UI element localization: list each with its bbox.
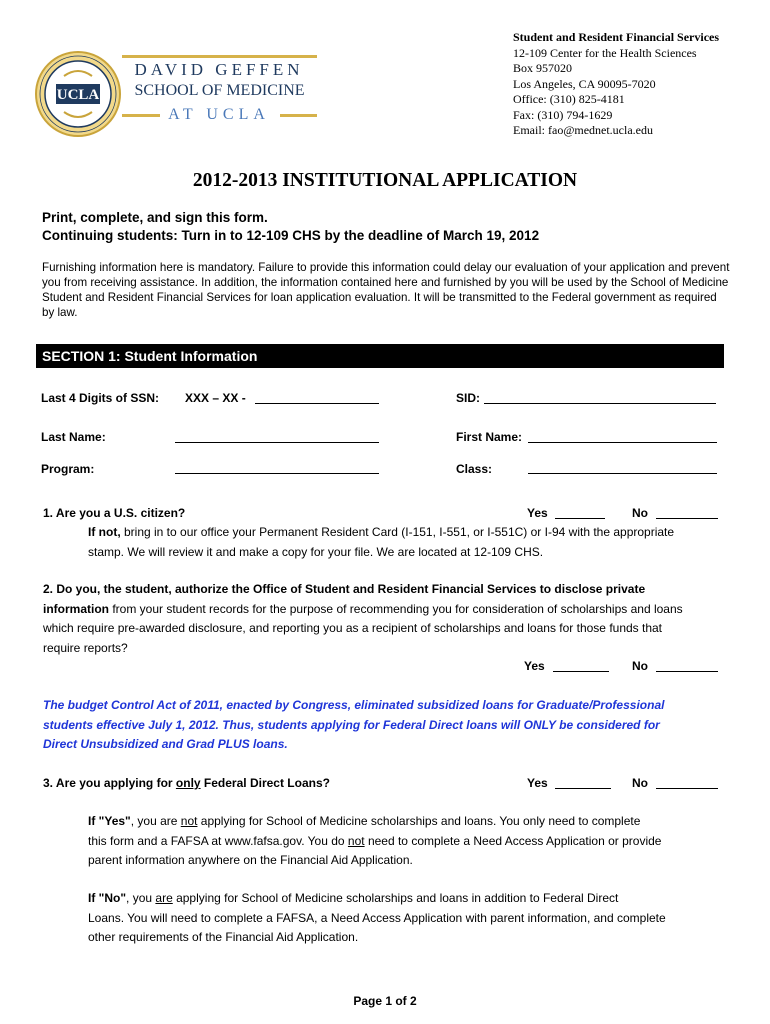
first-name-input[interactable] (528, 442, 717, 443)
program-label: Program: (41, 462, 95, 476)
q2-line-4: require reports? (43, 640, 128, 655)
budget-notice-line-1: The budget Control Act of 2011, enacted by Congress, eliminated subsidized loans for Graduate/Professional (43, 698, 665, 712)
sid-label: SID: (456, 391, 480, 405)
ssn-input[interactable] (255, 403, 379, 404)
q2-text-line-2: from your student records for the purpose of recommending you for consideration of scholarships and loans (109, 601, 683, 616)
q2-no-label: No (632, 659, 648, 673)
page-title: 2012-2013 INSTITUTIONAL APPLICATION (192, 170, 578, 191)
q1-if-not-line-2: stamp. We will review it and make a copy for your file. We are located at 12-109 CHS. (88, 545, 544, 559)
instruction-line-2: Continuing students: Turn in to 12-109 CHS by the deadline of March 19, 2012 (42, 228, 540, 243)
program-input[interactable] (175, 473, 379, 474)
q3-question-only: only (175, 776, 201, 790)
q3-no-label: No (632, 776, 648, 790)
address-line-3: Los Angeles, CA 90095-7020 (513, 76, 656, 91)
q2-bold-line-1: 2. Do you, the student, authorize the Office of Student and Resident Financial Services to disclose private (43, 582, 646, 596)
address-line-2: Box 957020 (513, 61, 573, 75)
ucla-seal-icon (34, 50, 122, 138)
last-name-label: Last Name: (41, 430, 106, 444)
q3-if-no-are: are (155, 891, 173, 905)
q1-if-not-text: bring in to our office your Permanent Resident Card (I-151, I-551, or I-551C) or I-94 with the appropriate (120, 525, 675, 539)
q3-if-no-a: , you (126, 891, 156, 905)
class-label: Class: (456, 462, 493, 476)
office-email: Email: fao@mednet.ucla.edu (513, 123, 653, 137)
logo-line-1: DAVID GEFFEN (134, 60, 304, 79)
seal-text: UCLA (56, 87, 100, 103)
q3-yes-input[interactable] (555, 788, 611, 789)
q3-if-yes-b: applying for School of Medicine scholarships and loans. You only need to complete (197, 814, 641, 828)
q3-question-pre: 3. Are you applying for (43, 776, 176, 790)
last-name-input[interactable] (175, 442, 379, 443)
q3-if-yes-a: , you are (130, 814, 181, 828)
q3-if-yes-line2b: need to complete a Need Access Application or provide (364, 833, 662, 848)
q3-if-yes-line3: parent information anywhere on the Financial Aid Application. (88, 853, 413, 867)
q3-if-no-line3: other requirements of the Financial Aid Application. (88, 930, 359, 944)
q2-no-input[interactable] (656, 671, 718, 672)
q2-yes-label: Yes (524, 659, 545, 673)
first-name-label: First Name: (456, 430, 523, 444)
class-input[interactable] (528, 473, 717, 474)
address-line-1: 12-109 Center for the Health Sciences (513, 45, 697, 60)
budget-notice (43, 696, 743, 755)
q1-yes-input[interactable] (555, 518, 605, 519)
q1-no-label: No (632, 506, 648, 520)
logo-rule-right (280, 114, 317, 117)
page-number: Page 1 of 2 (353, 994, 417, 1008)
q3-if-yes-bold: If "Yes" (88, 814, 131, 828)
q3-if-yes (88, 812, 748, 871)
q1-if-not-bold: If not, (88, 525, 121, 539)
sid-input[interactable] (484, 403, 716, 404)
q3-no-input[interactable] (656, 788, 718, 789)
q2-yes-input[interactable] (553, 671, 609, 672)
budget-notice-line-3: Direct Unsubsidized and Grad PLUS loans. (43, 737, 288, 751)
q1-if-not-line-1 (88, 523, 674, 543)
q1-no-input[interactable] (656, 518, 718, 519)
instruction-line-1: Print, complete, and sign this form. (42, 210, 268, 225)
q3-if-no-b: applying for School of Medicine scholarships and loans in addition to Federal Direct (172, 891, 619, 905)
logo-line-2: SCHOOL OF MEDICINE (134, 82, 305, 99)
q3-if-yes-line2-not: not (347, 833, 365, 848)
budget-notice-line-2: students effective July 1, 2012. Thus, students applying for Federal Direct loans will ONLY be considered for (43, 717, 660, 732)
ssn-prefix: XXX – XX - (185, 391, 246, 405)
q3-if-no-line2: Loans. You will need to complete a FAFSA, a Need Access Application with parent information, and complete (88, 910, 666, 925)
q3-if-yes-not: not (180, 814, 198, 828)
q3-if-no (88, 889, 748, 948)
q3-question (43, 776, 330, 790)
office-fax: Fax: (310) 794-1629 (513, 107, 613, 122)
section-1-title: SECTION 1: Student Information (42, 348, 258, 364)
office-address (513, 30, 719, 139)
q2-bold-line-2: information (43, 601, 109, 616)
school-logo (34, 50, 319, 140)
section-1-header (36, 344, 724, 368)
office-name: Student and Resident Financial Services (513, 30, 720, 44)
logo-top-rule (122, 55, 317, 58)
q3-yes-label: Yes (527, 776, 548, 790)
q1-yes-label: Yes (527, 506, 548, 520)
q2-line-3: which require pre-awarded disclosure, and reporting you as a recipient of scholarships and loans for those funds that (43, 621, 663, 635)
q2-question (43, 580, 743, 658)
q3-if-no-bold: If "No" (88, 891, 127, 905)
q1-question: 1. Are you a U.S. citizen? (43, 506, 186, 520)
intro-paragraph: Furnishing information here is mandatory. Failure to provide this information could delay our evaluation of your application and prevent you from receiving assistance. In addition, the information contained here and furnished by you will be used by the School of Medicine Student and Resident Financial Services for loan application evaluation. It will be transmitted to the Federal government as required by law. (42, 261, 730, 319)
q3-if-yes-line2a: this form and a FAFSA at www.fafsa.gov. You do (88, 833, 348, 848)
ssn-label: Last 4 Digits of SSN: (41, 391, 160, 405)
logo-line-3: AT UCLA (168, 106, 270, 123)
office-phone: Office: (310) 825-4181 (513, 92, 625, 106)
q3-question-post: Federal Direct Loans? (200, 776, 330, 790)
instructions (42, 209, 539, 245)
